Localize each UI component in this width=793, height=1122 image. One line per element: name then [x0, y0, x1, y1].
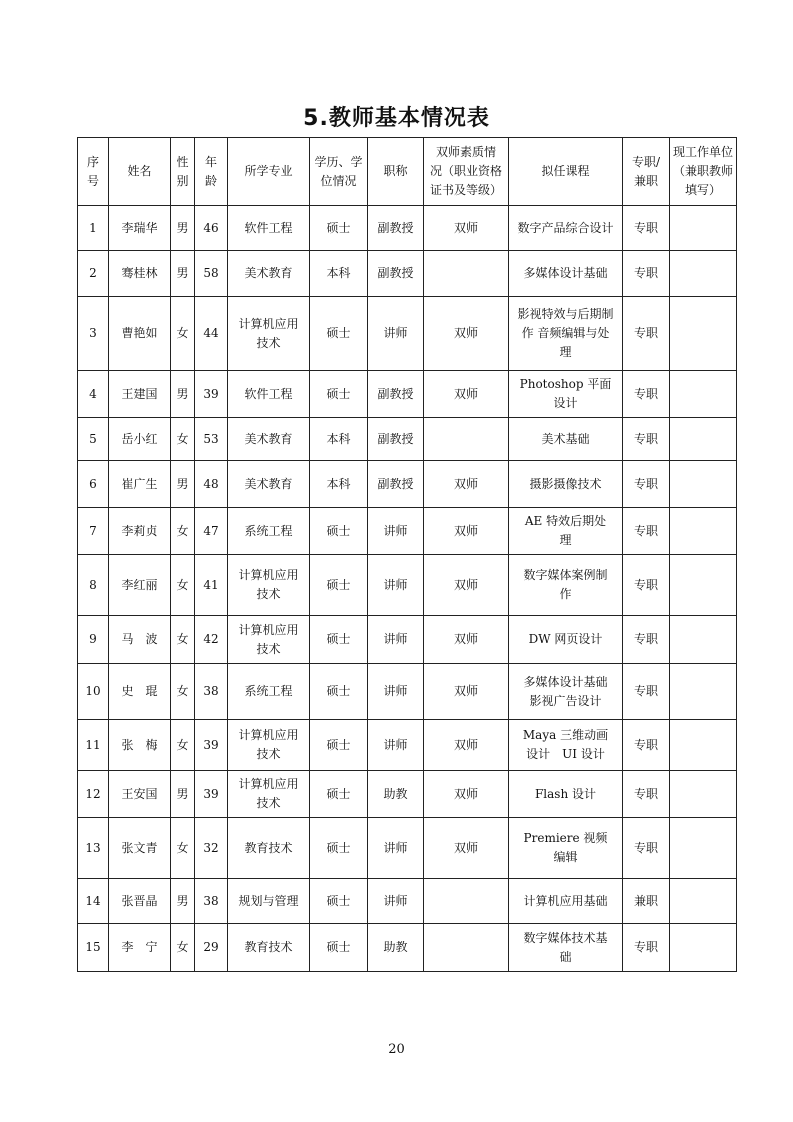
cell-rank: 副教授: [368, 206, 424, 251]
cell-seq: 10: [78, 664, 109, 720]
cell-type: 专职: [623, 616, 670, 664]
cell-name: 马 波: [109, 616, 171, 664]
cell-major: 美术教育: [228, 461, 310, 508]
cell-type: 专职: [623, 818, 670, 879]
table-row: [78, 664, 737, 720]
cell-course: 多媒体设计基础 影视广告设计: [509, 664, 623, 720]
cell-dual: [424, 418, 509, 461]
cell-rank: 助教: [368, 924, 424, 972]
cell-dual: 双师: [424, 818, 509, 879]
cell-degree: 本科: [310, 461, 368, 508]
table-header-row: [78, 138, 737, 206]
cell-rank: 讲师: [368, 508, 424, 555]
header-seq: 序 号: [78, 138, 109, 206]
cell-seq: 11: [78, 720, 109, 771]
cell-course: 数字媒体案例制 作: [509, 555, 623, 616]
header-degree: 学历、学 位情况: [310, 138, 368, 206]
cell-major: 计算机应用 技术: [228, 771, 310, 818]
cell-course: 多媒体设计基础: [509, 251, 623, 297]
cell-degree: 硕士: [310, 879, 368, 924]
cell-unit: [670, 206, 737, 251]
cell-name: 李红丽: [109, 555, 171, 616]
cell-age: 39: [195, 771, 228, 818]
cell-course: 数字产品综合设计: [509, 206, 623, 251]
cell-name: 王安国: [109, 771, 171, 818]
cell-course: 计算机应用基础: [509, 879, 623, 924]
cell-major: 计算机应用 技术: [228, 297, 310, 371]
cell-course: 数字媒体技术基 础: [509, 924, 623, 972]
cell-age: 47: [195, 508, 228, 555]
header-unit: 现工作单位 （兼职教师 填写）: [670, 138, 737, 206]
cell-gender: 女: [171, 297, 195, 371]
table-row: [78, 616, 737, 664]
cell-seq: 13: [78, 818, 109, 879]
cell-name: 张 梅: [109, 720, 171, 771]
cell-degree: 硕士: [310, 371, 368, 418]
cell-major: 系统工程: [228, 508, 310, 555]
cell-unit: [670, 879, 737, 924]
cell-gender: 女: [171, 555, 195, 616]
cell-gender: 女: [171, 508, 195, 555]
cell-dual: [424, 879, 509, 924]
cell-seq: 2: [78, 251, 109, 297]
cell-type: 专职: [623, 251, 670, 297]
cell-major: 教育技术: [228, 924, 310, 972]
cell-seq: 9: [78, 616, 109, 664]
cell-name: 崔广生: [109, 461, 171, 508]
cell-unit: [670, 297, 737, 371]
cell-course: Premiere 视频 编辑: [509, 818, 623, 879]
cell-dual: 双师: [424, 297, 509, 371]
cell-rank: 讲师: [368, 879, 424, 924]
cell-course: AE 特效后期处 理: [509, 508, 623, 555]
cell-gender: 男: [171, 251, 195, 297]
cell-name: 曹艳如: [109, 297, 171, 371]
cell-type: 兼职: [623, 879, 670, 924]
cell-dual: 双师: [424, 616, 509, 664]
cell-degree: 硕士: [310, 720, 368, 771]
cell-gender: 女: [171, 720, 195, 771]
cell-rank: 讲师: [368, 555, 424, 616]
teacher-info-table: [77, 137, 737, 972]
cell-major: 教育技术: [228, 818, 310, 879]
cell-unit: [670, 720, 737, 771]
cell-course: DW 网页设计: [509, 616, 623, 664]
cell-rank: 副教授: [368, 461, 424, 508]
cell-rank: 助教: [368, 771, 424, 818]
cell-dual: 双师: [424, 461, 509, 508]
cell-rank: 讲师: [368, 616, 424, 664]
cell-dual: 双师: [424, 771, 509, 818]
cell-dual: 双师: [424, 371, 509, 418]
cell-name: 李莉贞: [109, 508, 171, 555]
cell-degree: 硕士: [310, 508, 368, 555]
cell-course: 美术基础: [509, 418, 623, 461]
cell-major: 计算机应用 技术: [228, 616, 310, 664]
cell-name: 张文青: [109, 818, 171, 879]
table-row: [78, 879, 737, 924]
table-row: [78, 461, 737, 508]
page-title: 5.教师基本情况表: [303, 106, 490, 131]
cell-dual: 双师: [424, 720, 509, 771]
cell-age: 53: [195, 418, 228, 461]
cell-unit: [670, 461, 737, 508]
cell-age: 32: [195, 818, 228, 879]
cell-unit: [670, 508, 737, 555]
cell-age: 58: [195, 251, 228, 297]
cell-type: 专职: [623, 720, 670, 771]
cell-course: Flash 设计: [509, 771, 623, 818]
cell-type: 专职: [623, 771, 670, 818]
cell-name: 史 琨: [109, 664, 171, 720]
cell-seq: 14: [78, 879, 109, 924]
cell-age: 48: [195, 461, 228, 508]
cell-degree: 硕士: [310, 771, 368, 818]
cell-seq: 6: [78, 461, 109, 508]
cell-gender: 男: [171, 879, 195, 924]
header-type: 专职/ 兼职: [623, 138, 670, 206]
table-row: [78, 206, 737, 251]
cell-seq: 4: [78, 371, 109, 418]
cell-course: 摄影摄像技术: [509, 461, 623, 508]
cell-degree: 硕士: [310, 924, 368, 972]
table-row: [78, 508, 737, 555]
cell-gender: 女: [171, 616, 195, 664]
cell-unit: [670, 616, 737, 664]
cell-seq: 3: [78, 297, 109, 371]
cell-type: 专职: [623, 508, 670, 555]
cell-name: 王建国: [109, 371, 171, 418]
header-name: 姓名: [109, 138, 171, 206]
cell-rank: 讲师: [368, 818, 424, 879]
cell-seq: 15: [78, 924, 109, 972]
cell-gender: 男: [171, 371, 195, 418]
cell-age: 39: [195, 720, 228, 771]
cell-major: 美术教育: [228, 418, 310, 461]
cell-type: 专职: [623, 206, 670, 251]
cell-degree: 本科: [310, 251, 368, 297]
cell-course: Photoshop 平面 设计: [509, 371, 623, 418]
cell-seq: 12: [78, 771, 109, 818]
cell-rank: 讲师: [368, 664, 424, 720]
cell-unit: [670, 418, 737, 461]
cell-unit: [670, 818, 737, 879]
cell-seq: 7: [78, 508, 109, 555]
cell-rank: 副教授: [368, 418, 424, 461]
cell-age: 44: [195, 297, 228, 371]
cell-rank: 讲师: [368, 297, 424, 371]
cell-gender: 女: [171, 418, 195, 461]
cell-gender: 男: [171, 771, 195, 818]
cell-age: 46: [195, 206, 228, 251]
cell-unit: [670, 771, 737, 818]
cell-type: 专职: [623, 555, 670, 616]
cell-type: 专职: [623, 418, 670, 461]
cell-name: 岳小红: [109, 418, 171, 461]
cell-degree: 硕士: [310, 206, 368, 251]
cell-degree: 硕士: [310, 555, 368, 616]
header-dual: 双师素质情 况（职业资格 证书及等级）: [424, 138, 509, 206]
cell-seq: 8: [78, 555, 109, 616]
cell-gender: 男: [171, 461, 195, 508]
cell-age: 39: [195, 371, 228, 418]
cell-age: 41: [195, 555, 228, 616]
header-rank: 职称: [368, 138, 424, 206]
cell-name: 李瑞华: [109, 206, 171, 251]
table-row: [78, 720, 737, 771]
header-course: 拟任课程: [509, 138, 623, 206]
cell-unit: [670, 664, 737, 720]
header-major: 所学专业: [228, 138, 310, 206]
cell-age: 42: [195, 616, 228, 664]
cell-dual: 双师: [424, 555, 509, 616]
cell-rank: 副教授: [368, 251, 424, 297]
cell-name: 骞桂林: [109, 251, 171, 297]
table-row: [78, 555, 737, 616]
cell-major: 系统工程: [228, 664, 310, 720]
cell-seq: 5: [78, 418, 109, 461]
cell-unit: [670, 555, 737, 616]
cell-gender: 女: [171, 818, 195, 879]
cell-type: 专职: [623, 371, 670, 418]
table-row: [78, 297, 737, 371]
cell-major: 美术教育: [228, 251, 310, 297]
cell-major: 软件工程: [228, 206, 310, 251]
cell-age: 29: [195, 924, 228, 972]
table-row: [78, 771, 737, 818]
cell-name: 李 宁: [109, 924, 171, 972]
cell-major: 软件工程: [228, 371, 310, 418]
cell-degree: 硕士: [310, 297, 368, 371]
cell-age: 38: [195, 664, 228, 720]
cell-dual: [424, 251, 509, 297]
cell-type: 专职: [623, 297, 670, 371]
cell-gender: 女: [171, 924, 195, 972]
table-row: [78, 818, 737, 879]
cell-dual: 双师: [424, 206, 509, 251]
cell-unit: [670, 251, 737, 297]
cell-type: 专职: [623, 461, 670, 508]
cell-degree: 硕士: [310, 616, 368, 664]
cell-rank: 副教授: [368, 371, 424, 418]
cell-type: 专职: [623, 664, 670, 720]
cell-dual: 双师: [424, 508, 509, 555]
cell-unit: [670, 924, 737, 972]
table-row: [78, 418, 737, 461]
cell-course: 影视特效与后期制 作 音频编辑与处 理: [509, 297, 623, 371]
cell-degree: 硕士: [310, 818, 368, 879]
cell-course: Maya 三维动画 设计 UI 设计: [509, 720, 623, 771]
header-gender: 性 别: [171, 138, 195, 206]
cell-unit: [670, 371, 737, 418]
cell-dual: [424, 924, 509, 972]
header-age: 年 龄: [195, 138, 228, 206]
page-number: 20: [388, 1042, 405, 1057]
cell-rank: 讲师: [368, 720, 424, 771]
cell-major: 计算机应用 技术: [228, 555, 310, 616]
cell-degree: 硕士: [310, 664, 368, 720]
cell-degree: 本科: [310, 418, 368, 461]
cell-seq: 1: [78, 206, 109, 251]
cell-major: 计算机应用 技术: [228, 720, 310, 771]
table-row: [78, 371, 737, 418]
cell-name: 张晋晶: [109, 879, 171, 924]
cell-major: 规划与管理: [228, 879, 310, 924]
cell-gender: 男: [171, 206, 195, 251]
cell-gender: 女: [171, 664, 195, 720]
cell-age: 38: [195, 879, 228, 924]
cell-type: 专职: [623, 924, 670, 972]
table-row: [78, 251, 737, 297]
cell-dual: 双师: [424, 664, 509, 720]
table-row: [78, 924, 737, 972]
